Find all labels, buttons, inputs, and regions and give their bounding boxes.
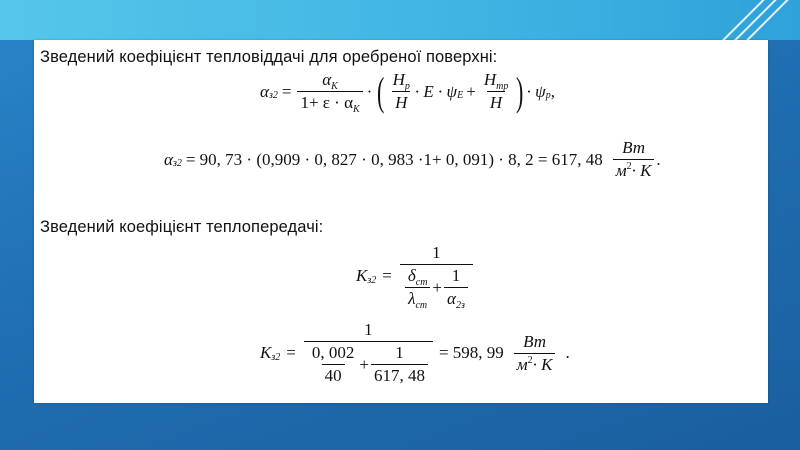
formula-alpha-numeric: α з2 = 90, 73 · (0,909 · 0, 827 · 0, 983 ·1+ 0, 091) · 8, 2 = 617, 48 $\frac{Вт}{м^2\cdot К}$ .	[164, 138, 661, 180]
formula-alpha-reduced: α з2 = $\frac{\alpha_К}{1+ \varepsilon \cdot \alpha_К}$ · ( $\frac{H_p}{H}$ · E · ψ E + $\frac{H_{mp}}{H}$ ) · ψ p ,	[260, 68, 555, 115]
fraction-k-general: 1 $\frac{\delta_{cm}}{\lambda_{cm}}$ + $\frac{1}{\alpha_{2з}}$	[400, 243, 473, 309]
unit-w-m2k: $\frac{Вт}{м^2\cdot К}$	[613, 138, 655, 181]
unit-w-m2k-2: $\frac{Вт}{м^2\cdot К}$	[514, 332, 556, 375]
title-band	[0, 0, 800, 40]
fraction-alpha-k: $\frac{\alpha_К}{1+ \varepsilon \cdot \alpha_К}$	[297, 70, 362, 113]
slide-content	[34, 40, 768, 403]
heading-heat-transfer-finned: Зведений коефіцієнт тепловіддачі для оребреної поверхні:	[40, 48, 498, 66]
fraction-hp-h: $\frac{H_p}{H}$	[392, 70, 410, 112]
heading-heat-transfer-coefficient: Зведений коефіцієнт теплопередачі:	[40, 218, 324, 236]
formula-k-general: K з2 = 1 $\frac{\delta_{cm}}{\lambda_{cm}}$ + $\frac{1}{\alpha_{2з}}$	[356, 243, 475, 309]
fraction-k-numeric: 1 $\frac{0, 002}{40}$ + $\frac{1}{617, 48}$	[304, 320, 433, 386]
fraction-hmp-h: $\frac{H_{mp}}{H}$	[483, 70, 509, 112]
formula-k-numeric: K з2 = 1 $\frac{0, 002}{40}$ + $\frac{1}{617, 48}$ = 598, 99 $\frac{Вт}{м^2\cdot К}$ .	[260, 320, 570, 385]
